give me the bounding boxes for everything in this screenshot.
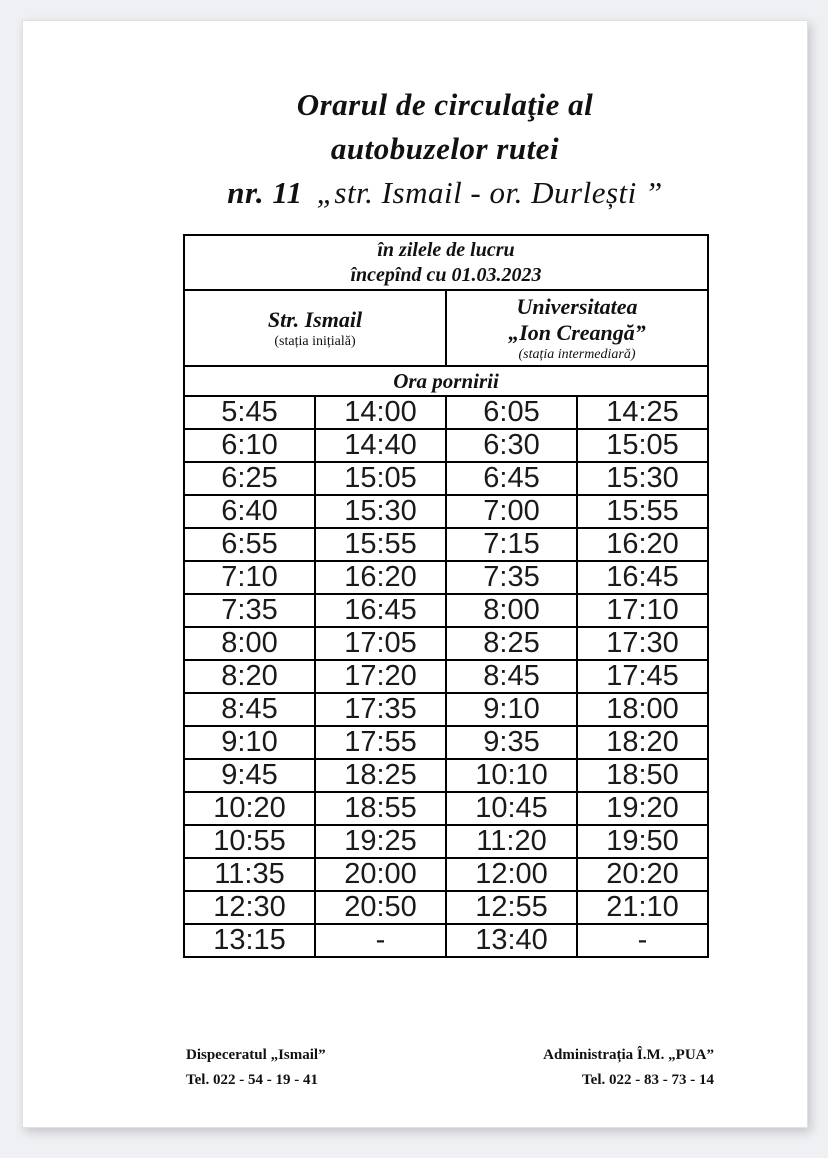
time-cell: 8:00 [184, 627, 315, 660]
time-cell: 15:55 [315, 528, 446, 561]
time-cell: 6:55 [184, 528, 315, 561]
station-name: Str. Ismail [267, 306, 363, 332]
time-cell: 17:10 [577, 594, 708, 627]
time-cell: 6:40 [184, 495, 315, 528]
time-cell: 16:20 [577, 528, 708, 561]
route-number: nr. 11 [227, 175, 303, 210]
time-row [184, 792, 708, 825]
time-cell: 17:30 [577, 627, 708, 660]
time-cell: 7:00 [446, 495, 577, 528]
time-cell: 8:45 [446, 660, 577, 693]
station-cell-ismail [184, 290, 446, 366]
departure-header-row [184, 366, 708, 396]
time-cell: 18:20 [577, 726, 708, 759]
time-cell: 5:45 [184, 396, 315, 429]
time-row [184, 594, 708, 627]
time-cell: 18:00 [577, 693, 708, 726]
time-cell: 15:55 [577, 495, 708, 528]
time-cell: 9:10 [184, 726, 315, 759]
route-name: „str. Ismail - or. Durlești ” [316, 175, 663, 210]
time-cell: 17:45 [577, 660, 708, 693]
time-cell: 19:50 [577, 825, 708, 858]
schedule-table [183, 234, 709, 958]
time-cell: 20:00 [315, 858, 446, 891]
time-row [184, 660, 708, 693]
station-name: „Ion Creangă” [508, 319, 646, 345]
time-cell: 12:55 [446, 891, 577, 924]
time-cell: 13:15 [184, 924, 315, 957]
station-cell-universitatea [446, 290, 708, 366]
time-row [184, 528, 708, 561]
departure-label: Ora pornirii [184, 366, 708, 396]
time-cell: 14:25 [577, 396, 708, 429]
time-cell: 17:55 [315, 726, 446, 759]
time-cell: 8:00 [446, 594, 577, 627]
time-cell: 11:35 [184, 858, 315, 891]
dispatcher-name: Dispeceratul „Ismail” [186, 1047, 326, 1063]
time-cell: 15:05 [315, 462, 446, 495]
time-cell: 15:30 [315, 495, 446, 528]
period-cell [184, 235, 708, 290]
footer-administration [543, 1043, 714, 1093]
time-cell: 9:35 [446, 726, 577, 759]
time-cell: 7:15 [446, 528, 577, 561]
time-cell: 20:20 [577, 858, 708, 891]
time-row [184, 429, 708, 462]
time-cell: 16:20 [315, 561, 446, 594]
time-row [184, 759, 708, 792]
period-line-1: în zilele de lucru [377, 238, 515, 261]
time-cell: 13:40 [446, 924, 577, 957]
time-row [184, 825, 708, 858]
title-line-1: Orarul de circulaţie al [296, 87, 594, 122]
time-cell: 11:20 [446, 825, 577, 858]
time-cell: 7:10 [184, 561, 315, 594]
time-cell: 21:10 [577, 891, 708, 924]
time-row [184, 924, 708, 957]
dispatcher-phone: Tel. 022 - 54 - 19 - 41 [186, 1072, 318, 1088]
time-cell: 7:35 [184, 594, 315, 627]
time-cell: 14:40 [315, 429, 446, 462]
title-line-2: autobuzelor rutei [330, 131, 560, 166]
period-line-2: începînd cu 01.03.2023 [350, 263, 542, 286]
time-cell: 19:20 [577, 792, 708, 825]
time-cell: 10:10 [446, 759, 577, 792]
footer [186, 1043, 714, 1093]
time-cell: 17:20 [315, 660, 446, 693]
time-cell: 6:30 [446, 429, 577, 462]
time-cell: 6:45 [446, 462, 577, 495]
time-row [184, 693, 708, 726]
time-cell: 17:05 [315, 627, 446, 660]
station-note: (stația intermediară) [518, 346, 636, 362]
time-cell: 10:55 [184, 825, 315, 858]
time-cell: 16:45 [577, 561, 708, 594]
time-cell: 12:00 [446, 858, 577, 891]
time-row [184, 396, 708, 429]
administration-name: Administrația Î.M. „PUA” [543, 1047, 714, 1063]
time-cell: 18:50 [577, 759, 708, 792]
time-row [184, 726, 708, 759]
footer-dispatcher [186, 1043, 326, 1093]
time-cell: 10:45 [446, 792, 577, 825]
time-row [184, 891, 708, 924]
time-cell: 7:35 [446, 561, 577, 594]
time-cell: 6:05 [446, 396, 577, 429]
time-cell: 10:20 [184, 792, 315, 825]
time-cell: 17:35 [315, 693, 446, 726]
time-cell: 19:25 [315, 825, 446, 858]
time-row [184, 462, 708, 495]
time-cell: 18:25 [315, 759, 446, 792]
time-cell: 8:25 [446, 627, 577, 660]
time-row [184, 627, 708, 660]
time-cell: - [315, 924, 446, 957]
time-cell: - [577, 924, 708, 957]
time-row [184, 495, 708, 528]
time-cell: 12:30 [184, 891, 315, 924]
time-cell: 18:55 [315, 792, 446, 825]
page-title [83, 83, 807, 215]
station-note: (stația inițială) [274, 333, 356, 349]
document-page [22, 20, 808, 1128]
title-line-3 [83, 171, 807, 215]
time-cell: 6:25 [184, 462, 315, 495]
time-cell: 8:20 [184, 660, 315, 693]
time-cell: 15:05 [577, 429, 708, 462]
time-row [184, 561, 708, 594]
time-cell: 9:45 [184, 759, 315, 792]
time-cell: 16:45 [315, 594, 446, 627]
time-cell: 15:30 [577, 462, 708, 495]
time-cell: 9:10 [446, 693, 577, 726]
station-name: Universitatea [516, 293, 638, 319]
time-row [184, 858, 708, 891]
time-cell: 20:50 [315, 891, 446, 924]
time-cell: 8:45 [184, 693, 315, 726]
time-cell: 6:10 [184, 429, 315, 462]
time-cell: 14:00 [315, 396, 446, 429]
administration-phone: Tel. 022 - 83 - 73 - 14 [582, 1072, 714, 1088]
period-row [184, 235, 708, 290]
station-row [184, 290, 708, 366]
